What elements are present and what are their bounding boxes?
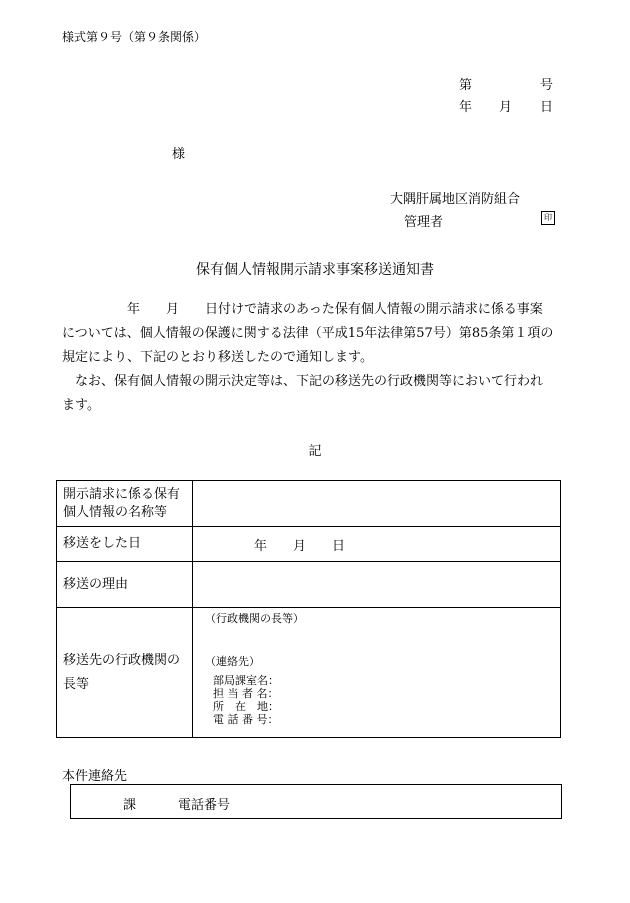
contact-box [70, 784, 562, 819]
destination-phone: 電 話 番 号： [213, 713, 279, 726]
info-name-label-b: 個人情報の名称等 [63, 504, 168, 520]
contact-label: 本件連絡先 [62, 769, 128, 784]
document-title: 保有個人情報開示請求事案移送通知書 [196, 262, 434, 278]
contact-section: 課 [123, 798, 137, 813]
table-row [57, 527, 561, 562]
sender-title: 管理者 [404, 215, 444, 230]
form-label: 様式第９号（第９条関係） [62, 30, 207, 44]
transfer-details-table [56, 480, 561, 738]
table-row [57, 481, 561, 527]
body-line-4: なお、保有個人情報の開示決定等は、下記の移送先の行政機関等において行われ [75, 374, 544, 389]
table-row [57, 608, 561, 738]
destination-label-b: 長等 [63, 676, 90, 692]
notice-body [62, 298, 562, 418]
number-prefix: 第 [459, 78, 473, 93]
transfer-date-value: 年 月 日 [193, 527, 561, 562]
destination-label [57, 608, 193, 738]
body-line-2: については、個人情報の保護に関する法律（平成15年法律第57号）第85条第１項の [62, 326, 554, 341]
sender-organization: 大隅肝属地区消防組合 [390, 192, 521, 207]
recipient-suffix: 様 [172, 147, 186, 162]
destination-head: （行政機関の長等） [205, 612, 304, 625]
destination-person: 担 当 者 名： [213, 687, 279, 700]
date-year: 年 [459, 100, 473, 115]
info-name-label-a: 開示請求に係る保有 [63, 486, 181, 502]
transfer-reason-label: 移送の理由 [57, 562, 193, 608]
ki-heading: 記 [308, 444, 322, 459]
seal-mark: 印 [541, 211, 555, 225]
date-day: 日 [540, 100, 554, 115]
info-name-label [57, 481, 193, 527]
number-suffix: 号 [540, 78, 554, 93]
body-line-5: ます。 [62, 398, 100, 413]
transfer-reason-value [193, 562, 561, 608]
destination-contact: （連絡先） [205, 655, 260, 668]
date-month: 月 [499, 100, 513, 115]
destination-value [193, 608, 561, 738]
destination-label-a: 移送先の行政機関の [63, 652, 181, 668]
table-row [57, 562, 561, 608]
destination-dept: 部局課室名： [213, 674, 279, 687]
transfer-date-label: 移送をした日 [57, 527, 193, 562]
destination-address: 所 在 地： [213, 700, 279, 713]
info-name-value [193, 481, 561, 527]
body-line-3: 規定により、下記のとおり移送したので通知します。 [62, 350, 373, 365]
body-line-1: 年 月 日付けで請求のあった保有個人情報の開示請求に係る事案 [127, 302, 543, 317]
contact-phone: 電話番号 [178, 798, 231, 813]
